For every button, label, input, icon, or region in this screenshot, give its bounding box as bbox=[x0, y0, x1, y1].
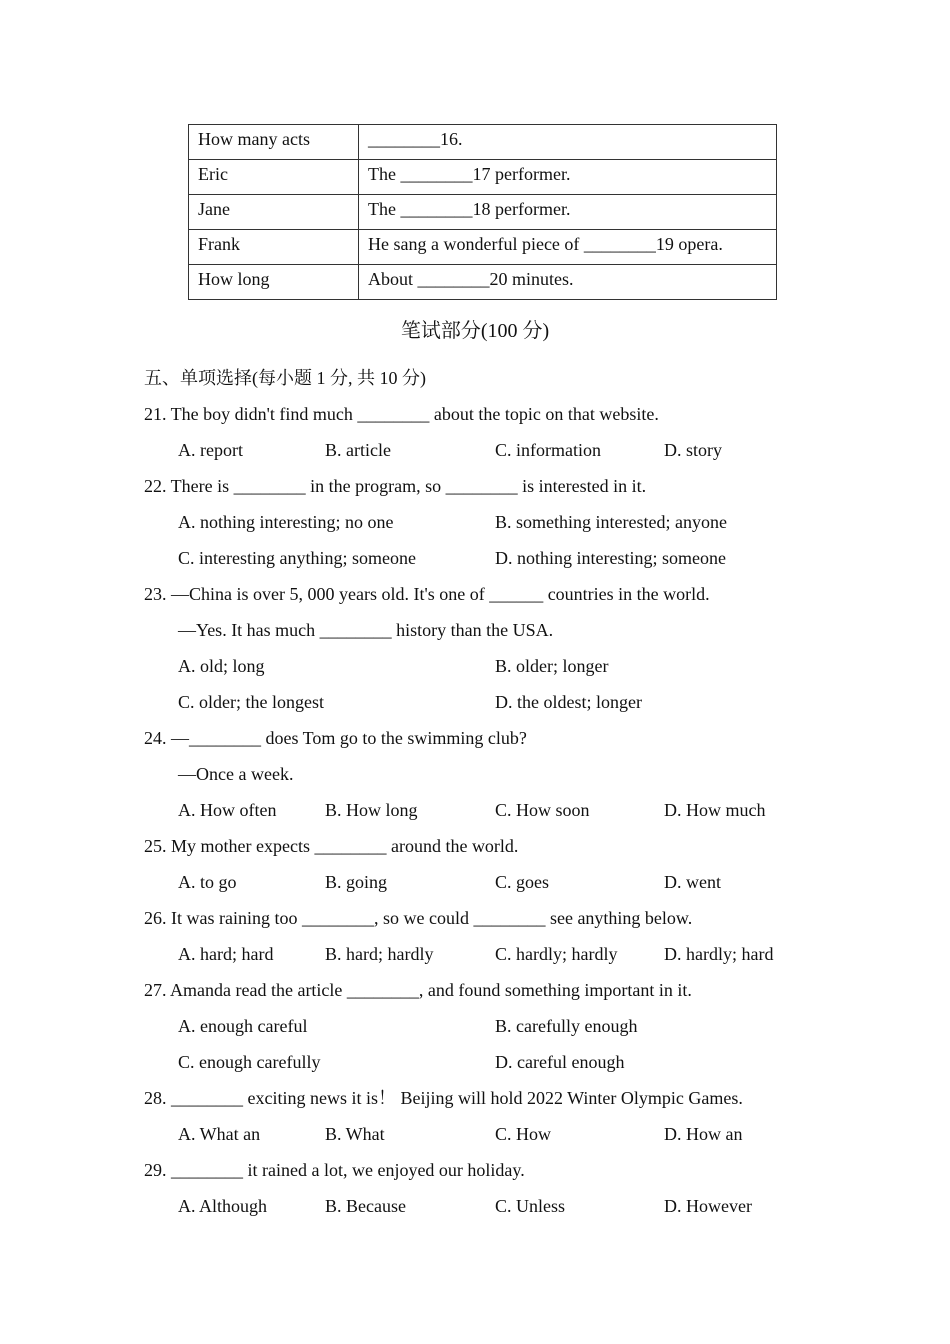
option-a: A. enough careful bbox=[178, 1016, 308, 1036]
table-row bbox=[189, 195, 777, 230]
option-d: D. hardly; hard bbox=[664, 944, 774, 964]
table-row bbox=[189, 125, 777, 160]
option-b: B. something interested; anyone bbox=[495, 512, 727, 532]
option-d: D. the oldest; longer bbox=[495, 692, 642, 712]
option-b: B. going bbox=[325, 872, 388, 892]
option-c: C. interesting anything; someone bbox=[178, 548, 416, 568]
option-b: B. older; longer bbox=[495, 656, 609, 676]
question-stem: 24. —________ does Tom go to the swimming club? bbox=[144, 728, 527, 748]
question-stem: 27. Amanda read the article ________, and found something important in it. bbox=[144, 980, 692, 1000]
option-d: D. How an bbox=[664, 1124, 743, 1144]
part-heading: 五、单项选择(每小题 1 分, 共 10 分) bbox=[144, 368, 426, 388]
table-row bbox=[189, 160, 777, 195]
option-b: B. article bbox=[325, 440, 391, 460]
table-row bbox=[189, 230, 777, 265]
option-c: C. older; the longest bbox=[178, 692, 324, 712]
question-stem: 23. —China is over 5, 000 years old. It's one of ______ countries in the world. bbox=[144, 584, 710, 604]
table-value: The ________17 performer. bbox=[359, 160, 777, 195]
option-c: C. information bbox=[495, 440, 601, 460]
option-a: A. What an bbox=[178, 1124, 261, 1144]
option-c: C. Unless bbox=[495, 1196, 566, 1216]
option-b: B. How long bbox=[325, 800, 418, 820]
option-d: D. story bbox=[664, 440, 722, 460]
question-stem: 26. It was raining too ________, so we could ________ see anything below. bbox=[144, 908, 693, 928]
listening-info-table bbox=[188, 124, 777, 300]
option-d: D. careful enough bbox=[495, 1052, 625, 1072]
question-stem-reply: —Once a week. bbox=[178, 764, 294, 784]
option-c: C. enough carefully bbox=[178, 1052, 321, 1072]
table-label: Jane bbox=[189, 195, 359, 230]
question-stem: 22. There is ________ in the program, so ________ is interested in it. bbox=[144, 476, 647, 496]
option-a: A. hard; hard bbox=[178, 944, 274, 964]
option-d: D. went bbox=[664, 872, 721, 892]
question-stem: 21. The boy didn't find much ________ about the topic on that website. bbox=[144, 404, 659, 424]
option-a: A. old; long bbox=[178, 656, 265, 676]
question-stem: 28. ________ exciting news it is！ Beijing will hold 2022 Winter Olympic Games. bbox=[144, 1088, 743, 1108]
option-d: D. However bbox=[664, 1196, 752, 1216]
option-c: C. How bbox=[495, 1124, 552, 1144]
table-label: Frank bbox=[189, 230, 359, 265]
table-value: About ________20 minutes. bbox=[359, 265, 777, 300]
table-value: ________16. bbox=[359, 125, 777, 160]
option-b: B. Because bbox=[325, 1196, 406, 1216]
option-a: A. nothing interesting; no one bbox=[178, 512, 394, 532]
option-b: B. What bbox=[325, 1124, 385, 1144]
question-stem-reply: —Yes. It has much ________ history than the USA. bbox=[178, 620, 554, 640]
table-value: The ________18 performer. bbox=[359, 195, 777, 230]
table-label: Eric bbox=[189, 160, 359, 195]
option-a: A. Although bbox=[178, 1196, 268, 1216]
option-b: B. hard; hardly bbox=[325, 944, 434, 964]
table-row bbox=[189, 265, 777, 300]
table-label: How many acts bbox=[189, 125, 359, 160]
table-value: He sang a wonderful piece of ________19 opera. bbox=[359, 230, 777, 265]
option-c: C. hardly; hardly bbox=[495, 944, 618, 964]
option-c: C. goes bbox=[495, 872, 549, 892]
option-a: A. to go bbox=[178, 872, 237, 892]
table-label: How long bbox=[189, 265, 359, 300]
option-c: C. How soon bbox=[495, 800, 590, 820]
question-stem: 29. ________ it rained a lot, we enjoyed our holiday. bbox=[144, 1160, 525, 1180]
option-d: D. nothing interesting; someone bbox=[495, 548, 726, 568]
option-a: A. How often bbox=[178, 800, 277, 820]
option-d: D. How much bbox=[664, 800, 766, 820]
section-title: 笔试部分(100 分) bbox=[400, 320, 550, 342]
question-stem: 25. My mother expects ________ around the world. bbox=[144, 836, 519, 856]
option-b: B. carefully enough bbox=[495, 1016, 638, 1036]
option-a: A. report bbox=[178, 440, 243, 460]
